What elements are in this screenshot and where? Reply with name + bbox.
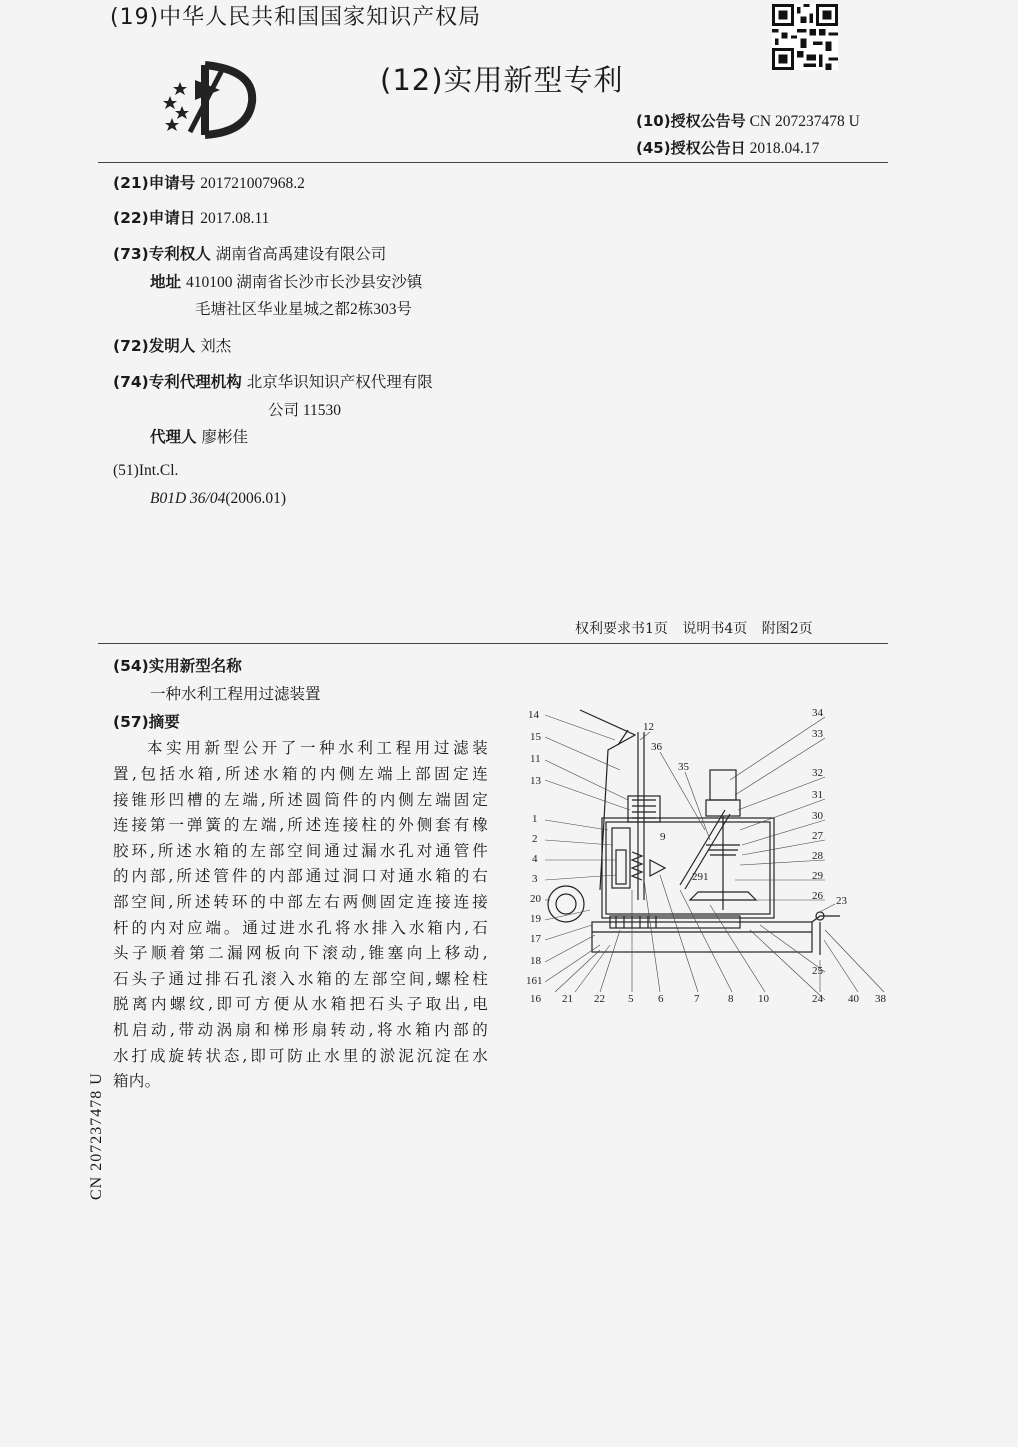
- drawing-label: 10: [758, 993, 769, 1005]
- patentee-value: 湖南省高禹建设有限公司: [215, 246, 387, 263]
- abstract-line: 水打成旋转状态,即可防止水里的淤泥沉淀在水: [113, 1047, 488, 1065]
- drawing-label: 5: [628, 993, 634, 1005]
- abstract-line: 石头子通过排石孔滚入水箱的左部空间,螺栓柱: [113, 970, 488, 988]
- cnipa-logo: [160, 60, 260, 140]
- publication-number-label: (10)授权公告号: [636, 112, 746, 130]
- abstract-line: 本实用新型公开了一种水利工程用过滤装: [147, 739, 488, 757]
- drawing-label: 20: [530, 893, 541, 905]
- abstract-label: (57)摘要: [113, 713, 180, 731]
- application-number: [113, 171, 305, 193]
- agent-value: 廖彬佳: [201, 429, 248, 446]
- drawing-label: 19: [530, 913, 541, 925]
- drawing-label: 1: [532, 813, 538, 825]
- abstract-line: 头子顺着第二漏网板向下滚动,锥塞向上移动,: [113, 944, 488, 962]
- side-publication-number: CN 207237478 U: [88, 1072, 105, 1200]
- address-label: 地址: [150, 273, 182, 291]
- application-date-value: 2017.08.11: [200, 210, 270, 227]
- page-counts: 权利要求书1页 说明书4页 附图2页: [575, 621, 813, 637]
- drawing-label: 31: [812, 789, 823, 801]
- utility-model-title: 一种水利工程用过滤装置: [150, 686, 321, 703]
- drawing-label: 3: [532, 873, 538, 885]
- drawing-label: 7: [694, 993, 700, 1005]
- drawing-label: 25: [812, 965, 823, 977]
- publication-date-value: 2018.04.17: [749, 140, 820, 157]
- drawing-label: 18: [530, 955, 541, 967]
- address: [150, 270, 422, 292]
- patent-agency-line-2: 公司 11530: [268, 402, 342, 419]
- application-number-label: (21)申请号: [113, 174, 196, 192]
- publication-number: [636, 110, 860, 131]
- application-date: [113, 206, 269, 228]
- qr-code: [772, 4, 838, 70]
- drawing-label: 16: [530, 993, 541, 1005]
- drawing-label: 15: [530, 731, 541, 743]
- drawing-label: 24: [812, 993, 823, 1005]
- inventor: [113, 334, 231, 356]
- agent: [150, 425, 248, 447]
- ipc-code: B01D 36/04: [150, 490, 226, 507]
- inventor-label: (72)发明人: [113, 337, 196, 355]
- drawing-label: 6: [658, 993, 664, 1005]
- address-line-2: 毛塘社区华业星城之都2栋303号: [195, 301, 413, 318]
- application-date-label: (22)申请日: [113, 209, 196, 227]
- publication-number-value: CN 207237478 U: [749, 113, 860, 130]
- header-divider: [98, 162, 888, 163]
- drawing-label: 32: [812, 767, 823, 779]
- address-continued: [195, 297, 412, 319]
- drawing-label: 28: [812, 850, 823, 862]
- patent-agency: [113, 370, 433, 392]
- patentee: [113, 242, 386, 264]
- drawing-label: 29: [812, 870, 823, 882]
- inventor-value: 刘杰: [200, 338, 232, 355]
- drawing-label: 33: [812, 728, 823, 740]
- abstract-line: 置,包括水箱,所述水箱的内侧左端上部固定连: [113, 765, 488, 783]
- patent-agency-label: (74)专利代理机构: [113, 373, 242, 391]
- agent-label: 代理人: [150, 428, 197, 446]
- drawing-label: 13: [530, 775, 541, 787]
- drawing-label: 36: [651, 741, 662, 753]
- drawing-label: 12: [643, 721, 654, 733]
- drawing-label: 21: [562, 993, 573, 1005]
- abstract-line: 杆的内对应端。通过进水孔将水排入水箱内,石: [113, 919, 488, 937]
- abstract-line: 的内部,所述管件的内部通过洞口对通水箱的右: [113, 867, 488, 885]
- drawing-label: 8: [728, 993, 734, 1005]
- device-drawing: [520, 700, 900, 1020]
- drawing-label: 22: [594, 993, 605, 1005]
- ipc-classification: [113, 461, 178, 480]
- drawing-label: 9: [660, 831, 666, 843]
- drawing-label: 23: [836, 895, 847, 907]
- abstract-line: 箱内。: [113, 1072, 161, 1090]
- ipc-code-line: [150, 489, 286, 508]
- section-divider: [98, 643, 888, 644]
- drawing-label: 2: [532, 833, 538, 845]
- abstract-line: 胶环,所述水箱的左部空间通过漏水孔对通管件: [113, 842, 488, 860]
- abstract-line: 机启动,带动涡扇和梯形扇转动,将水箱内部的: [113, 1021, 488, 1039]
- patentee-label: (73)专利权人: [113, 245, 211, 263]
- drawing-label: 4: [532, 853, 538, 865]
- drawing-label: 14: [528, 709, 539, 721]
- patent-agency-continued: [268, 398, 341, 420]
- application-number-value: 201721007968.2: [200, 175, 305, 192]
- drawing-label: 27: [812, 830, 823, 842]
- abstract-line: 接锥形凹槽的左端,所述圆筒件的内侧左端固定: [113, 791, 488, 809]
- ipc-version: (2006.01): [225, 490, 287, 507]
- drawing-label: 38: [875, 993, 886, 1005]
- drawing-label: 17: [530, 933, 541, 945]
- drawing-label: 161: [526, 975, 543, 987]
- drawing-label: 30: [812, 810, 823, 822]
- ipc-label: (51)Int.Cl.: [113, 462, 179, 479]
- abstract-line: 脱离内螺纹,即可方便从水箱把石头子取出,电: [113, 995, 488, 1013]
- drawing-label: 35: [678, 761, 689, 773]
- publication-date-label: (45)授权公告日: [636, 139, 746, 157]
- drawing-label: 40: [848, 993, 859, 1005]
- abstract-line: 连接第一弹簧的左端,所述连接柱的外侧套有橡: [113, 816, 488, 834]
- patent-agency-line-1: 北京华识知识产权代理有限: [246, 374, 433, 391]
- publication-date: [636, 137, 819, 158]
- address-line-1: 410100 湖南省长沙市长沙县安沙镇: [185, 274, 423, 291]
- drawing-label: 11: [530, 753, 541, 765]
- document-type: (12)实用新型专利: [380, 63, 624, 97]
- drawing-label: 34: [812, 707, 823, 719]
- drawing-label: 26: [812, 890, 823, 902]
- drawing-label: 291: [692, 871, 709, 883]
- patent-office-name: (19)中华人民共和国国家知识产权局: [110, 5, 482, 30]
- abstract-line: 部空间,所述转环的中部左右两侧固定连接连接: [113, 893, 488, 911]
- utility-model-title-label: (54)实用新型名称: [113, 657, 242, 675]
